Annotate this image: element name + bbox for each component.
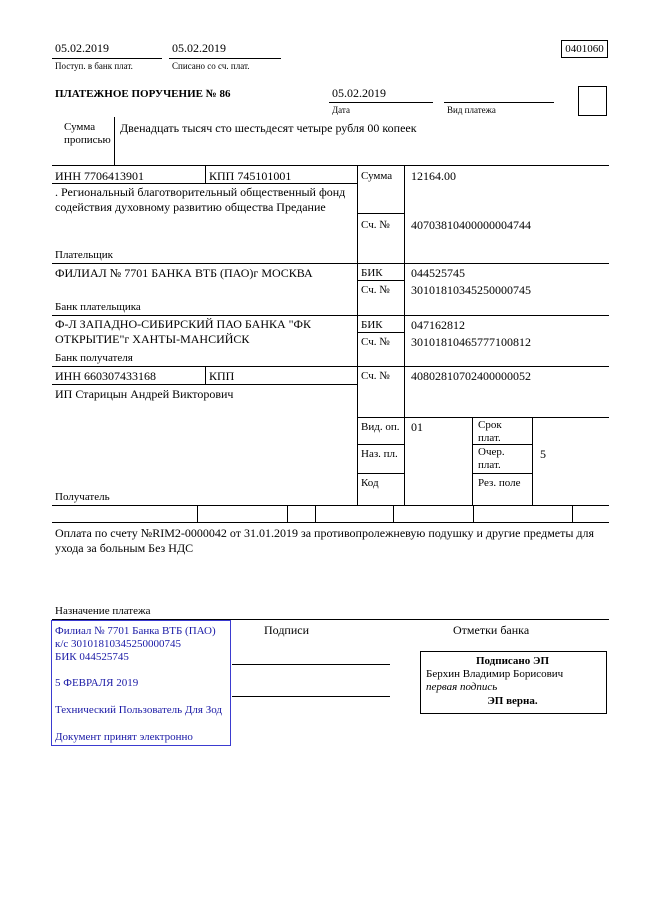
payee-bank-bik-label: БИК: [361, 319, 383, 331]
payee-name: ИП Старицын Андрей Викторович: [55, 387, 234, 401]
date-debited: 05.02.2019: [172, 41, 226, 55]
payee-inn: ИНН 660307433168: [55, 369, 156, 383]
payee-bank-bik: 047162812: [411, 318, 465, 332]
stamp-line3: БИК 044525745: [55, 651, 129, 663]
date-label: Дата: [332, 105, 350, 115]
purpose-label: Назначение платежа: [55, 605, 151, 617]
amount-words-label: Сумма прописью: [64, 121, 111, 146]
srok-label: Срок плат.: [478, 419, 502, 444]
payer-inn: ИНН 7706413901: [55, 169, 144, 183]
stamp-line1: Филиал № 7701 Банка ВТБ (ПАО): [55, 625, 216, 637]
payer-bank-bik-label: БИК: [361, 267, 383, 279]
payer-account-label: Сч. №: [361, 219, 390, 231]
document-title: ПЛАТЕЖНОЕ ПОРУЧЕНИЕ № 86: [55, 88, 231, 100]
naz-pl-label: Наз. пл.: [361, 448, 398, 460]
payment-type-label: Вид платежа: [447, 105, 496, 115]
vid-op-label: Вид. оп.: [361, 421, 400, 433]
e-signature-sign: первая подпись: [426, 681, 498, 693]
date-received: 05.02.2019: [55, 41, 109, 55]
signatures-label: Подписи: [264, 623, 310, 637]
payee-bank-acc: 30101810465777100812: [411, 335, 531, 349]
payee-kpp: КПП: [209, 369, 235, 383]
stamp-line6: Документ принят электронно: [55, 731, 193, 743]
document-date: 05.02.2019: [332, 86, 386, 100]
label-received: Поступ. в банк плат.: [55, 61, 133, 71]
payee-bank-label: Банк получателя: [55, 352, 133, 364]
form-code: 0401060: [561, 40, 608, 58]
amount-label: Сумма: [361, 170, 393, 182]
payee-acc: 40802810702400000052: [411, 369, 531, 383]
e-signature-name: Берхин Владимир Борисович: [426, 668, 564, 680]
payer-label: Плательщик: [55, 249, 113, 261]
payer-name: . Региональный благотворительный общественный фонд содействия духовному развитию общества Предание: [55, 185, 346, 214]
payee-bank-name: Ф-Л ЗАПАДНО-СИБИРСКИЙ ПАО БАНКА "ФК ОТКРЫТИЕ"г ХАНТЫ-МАНСИЙСК: [55, 317, 312, 346]
payee-bank-acc-label: Сч. №: [361, 336, 390, 348]
bank-marks-label: Отметки банка: [453, 623, 530, 637]
ocher-label: Очер. плат.: [478, 446, 505, 471]
payer-bank-label: Банк плательщика: [55, 301, 141, 313]
e-signature-title: Подписано ЭП: [475, 655, 550, 667]
ocher-value: 5: [540, 447, 546, 461]
label-debited: Списано со сч. плат.: [172, 61, 250, 71]
payer-bank-acc: 30101810345250000745: [411, 283, 531, 297]
stamp-line5: Технический Пользователь Для Зод: [55, 704, 223, 716]
stamp-line2: к/с 30101810345250000745: [55, 638, 182, 650]
payee-acc-label: Сч. №: [361, 370, 390, 382]
amount-value: 12164.00: [411, 169, 456, 183]
payee-label: Получатель: [55, 491, 110, 503]
purpose-text: Оплата по счету №RIM2-0000042 от 31.01.2019 за противопролежневую подушку и другие предметы для ухода за больным Без НДС: [55, 526, 595, 555]
e-signature-valid: ЭП верна.: [487, 695, 538, 707]
payer-bank-acc-label: Сч. №: [361, 284, 390, 296]
rez-label: Рез. поле: [478, 477, 521, 489]
payer-bank-bik: 044525745: [411, 266, 465, 280]
payer-kpp: КПП 745101001: [209, 169, 292, 183]
stamp-line4: 5 ФЕВРАЛЯ 2019: [55, 677, 139, 689]
payer-bank-name: ФИЛИАЛ № 7701 БАНКА ВТБ (ПАО)г МОСКВА: [55, 266, 313, 280]
vid-op-value: 01: [411, 420, 423, 434]
payer-account-value: 40703810400000004744: [411, 218, 531, 232]
payment-type-box: [578, 86, 607, 116]
amount-words-value: Двенадцать тысяч сто шестьдесят четыре рубля 00 копеек: [120, 121, 417, 135]
kod-label: Код: [361, 477, 379, 489]
